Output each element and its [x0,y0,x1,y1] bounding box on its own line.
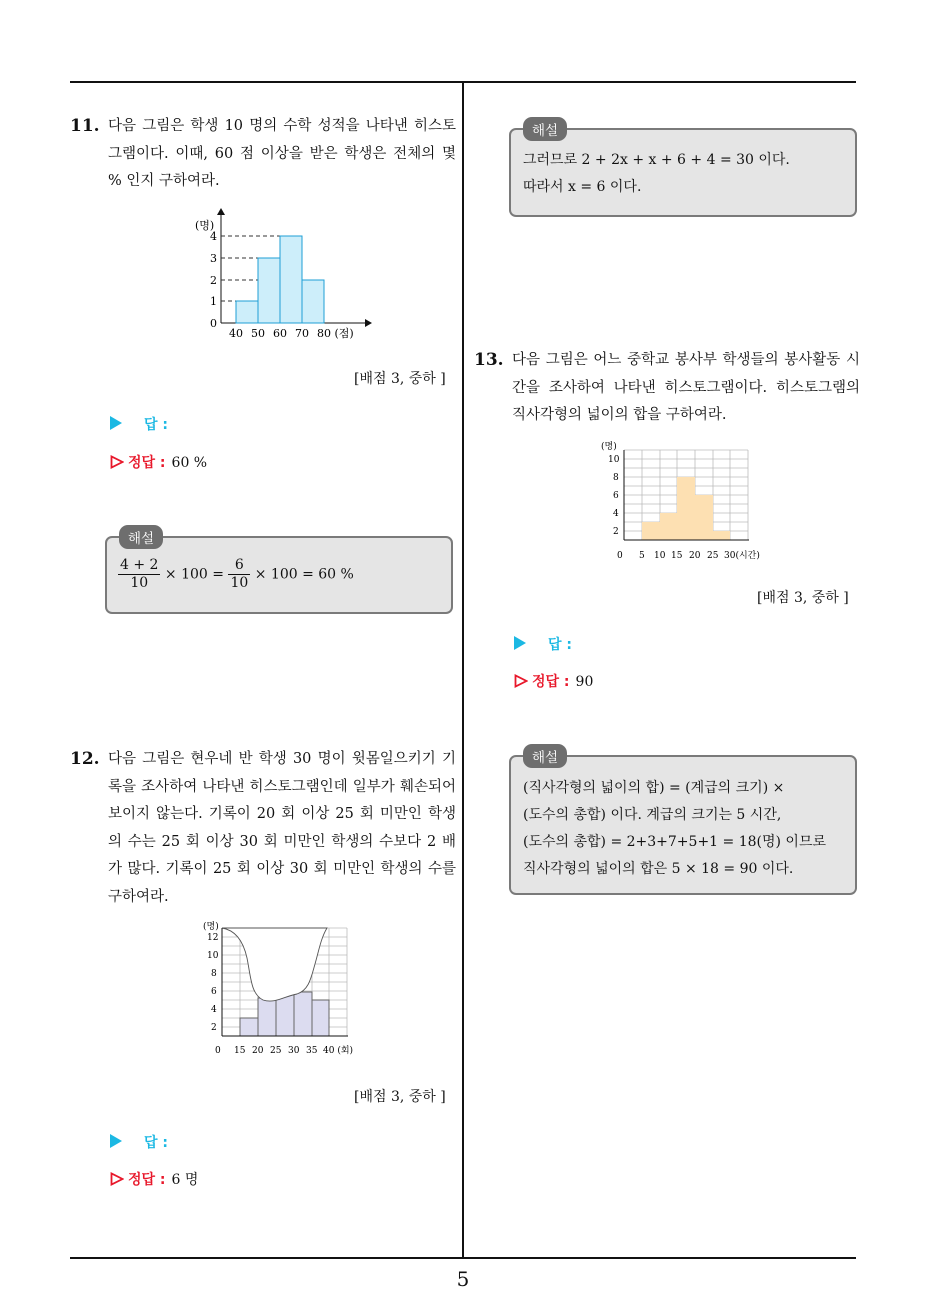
play-icon [110,416,122,430]
answer-label-q11: 답 : [110,414,168,434]
x-tick: 60 [273,327,287,340]
svg-text:5: 5 [639,551,645,561]
solution-box-q13 [509,750,857,895]
svg-text:6: 6 [211,987,217,997]
x-unit: 80 (점) [317,327,354,340]
svg-text:6: 6 [613,491,619,501]
answer-label-q13: 답 : [514,634,572,654]
score-q12: [배점 3, 중하 ] [354,1089,446,1105]
x-tick: 50 [251,327,265,340]
svg-text:4: 4 [613,509,619,519]
question-text: 다음 그림은 현우네 반 학생 30 명이 윗몸일으키기 기록을 조사하여 나타낸 히스토그램인데 일부가 훼손되어 보이지 않는다. 기록이 20 회 이상 25 회 미만인 학생의 수는 25 회 이상 30 회 미만인 학생의 수보다 2 배가 많다. 기록이 25 회 이상 30 회 미만인 학생의 수를 구하여라. [108,751,456,905]
y-tick: 1 [210,295,217,308]
y-unit: (명) [195,219,215,232]
correct-answer-q13: 정답 : 90 [514,671,593,691]
histogram-q11 [185,205,375,345]
bar-50-60 [258,258,280,323]
svg-text:30(시간): 30(시간) [724,551,760,561]
solution-box-q12 [509,123,857,217]
solution-body: (직사각형의 넓이의 합) = (계급의 크기) × (도수의 총합) 이다. 계급의 크기는 5 시간, (도수의 총합) = 2+3+7+5+1 = 18(명) 이므로 직사각형의 넓이의 합은 5 × 18 = 90 이다. [523,780,826,877]
score-q11: [배점 3, 중하 ] [354,371,446,387]
svg-text:15: 15 [234,1046,246,1056]
svg-text:2: 2 [211,1023,217,1033]
solution-tag: 해설 [523,117,567,141]
bottom-rule [70,1257,856,1259]
bar-35-40 [312,1000,329,1036]
svg-text:25: 25 [707,551,719,561]
svg-text:40 (회): 40 (회) [323,1046,354,1056]
outline-triangle-icon [514,674,528,688]
score-q13: [배점 3, 중하 ] [757,590,849,606]
correct-answer-q12: 정답 : 6 명 [110,1169,198,1189]
svg-text:0: 0 [215,1046,221,1056]
bar-15-20 [677,477,695,540]
solution-body: $\frac{4 + 2}{10}$ × 100 = $\frac{6}{10}$ × 100 = 60 % [120,557,354,591]
y-unit: (명) [203,922,219,932]
svg-text:35: 35 [306,1046,318,1056]
play-icon [110,1134,122,1148]
question-number: 11. [70,116,100,136]
torn-area [222,928,327,1001]
correct-answer-q11: 정답 : 60 % [110,452,207,472]
question-13 [474,347,860,430]
x-tick: 40 [229,327,243,340]
question-text: 다음 그림은 어느 중학교 봉사부 학생들의 봉사활동 시간을 조사하여 나타낸 히스토그램이다. 히스토그램의 직사각형의 넓이의 합을 구하여라. [512,352,860,423]
svg-text:20: 20 [252,1046,264,1056]
page-number: 5 [456,1267,470,1291]
y-tick: 4 [210,230,217,243]
y-unit: (명) [601,442,617,452]
bar-15-20 [240,1018,258,1036]
histogram-q13 [596,440,776,565]
x-tick: 70 [295,327,309,340]
bar-25-30 [276,995,294,1036]
y-tick: 2 [210,274,217,287]
svg-text:10: 10 [608,455,620,465]
bar-5-10 [642,522,660,540]
bar-25-30 [713,531,730,540]
svg-text:10: 10 [654,551,666,561]
answer-label-q12: 답 : [110,1132,168,1152]
svg-text:4: 4 [211,1005,217,1015]
svg-text:8: 8 [613,473,619,483]
svg-text:0: 0 [617,551,623,561]
solution-tag: 해설 [119,525,163,549]
svg-text:8: 8 [211,969,217,979]
svg-text:2: 2 [613,527,619,537]
bar-70-80 [302,280,324,323]
play-icon [514,636,526,650]
question-number: 13. [474,350,504,370]
bar-40-50 [236,301,258,323]
bar-20-25 [695,495,713,540]
bar-60-70 [280,236,302,323]
outline-triangle-icon [110,455,124,469]
solution-tag: 해설 [523,744,567,768]
question-text: 다음 그림은 학생 10 명의 수학 성적을 나타낸 히스토그램이다. 이때, 60 점 이상을 받은 학생은 전체의 몇 % 인지 구하여라. [108,118,456,189]
svg-text:30: 30 [288,1046,300,1056]
svg-text:10: 10 [207,951,219,961]
question-12 [70,746,456,911]
svg-text:20: 20 [689,551,701,561]
column-divider [462,83,464,1257]
question-11 [70,113,456,196]
svg-text:15: 15 [671,551,683,561]
svg-text:12: 12 [207,933,219,943]
question-number: 12. [70,749,100,769]
svg-text:25: 25 [270,1046,282,1056]
outline-triangle-icon [110,1172,124,1186]
bar-20-25 [258,998,276,1036]
y-tick: 0 [210,317,217,330]
y-tick: 3 [210,252,217,265]
solution-box-q11 [105,531,453,614]
bar-10-15 [660,513,677,540]
bar-30-35 [294,992,312,1036]
histogram-q12 [195,918,365,1062]
solution-body: 그러므로 2 + 2x + x + 6 + 4 = 30 이다. 따라서 x = 6 이다. [523,152,790,195]
